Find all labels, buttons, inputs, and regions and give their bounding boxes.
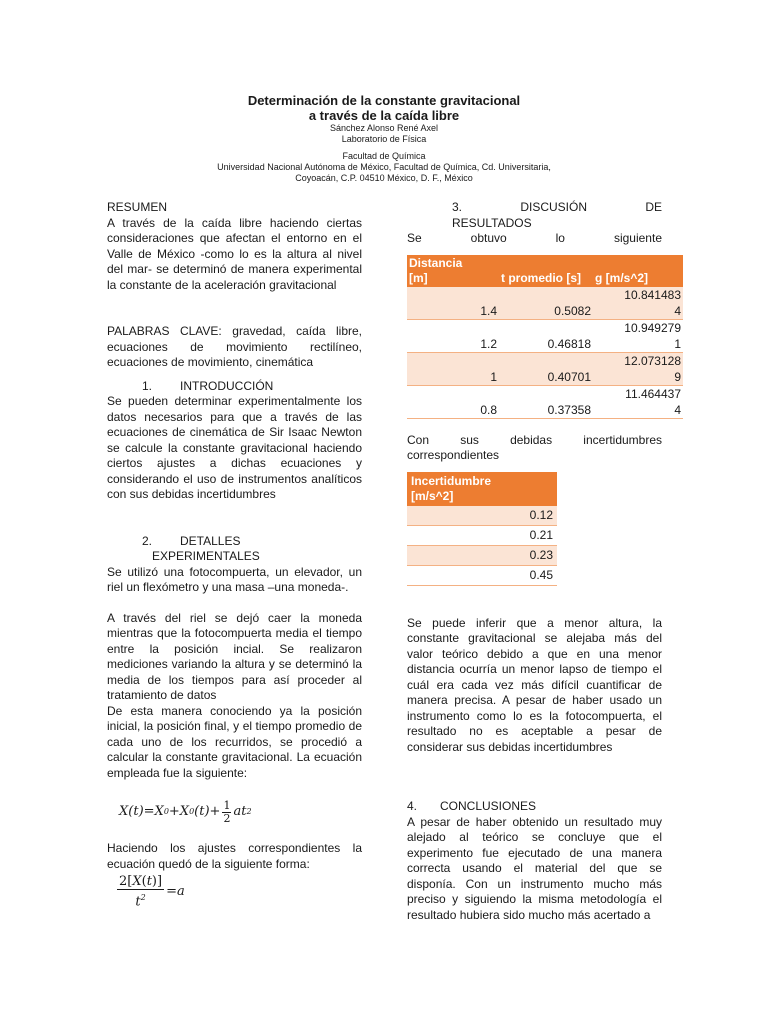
table-row [407,352,683,385]
cell-distance: 1.2 [407,319,499,352]
section-1-text: Se pueden determinar experimentalmente los datos necesarios para que a través de las ecuaciones de cinemática de Sir Isaac Newton se calcule la constante gravitacional haciendo ciertos ajustes a dichas ecuaciones y considerando el uso de instrumentos analíticos con sus debidas incertidumbres [107,394,362,501]
table-row [407,385,683,418]
cell-uncertainty: 0.21 [407,525,557,545]
cell-time: 0.37358 [499,385,593,418]
cell-gravity: 10.841483 4 [593,287,683,320]
section-2-heading [107,534,362,565]
uncertainty-table-header [407,472,557,506]
resumen-heading: RESUMEN [107,200,168,214]
conclusions-text: A pesar de haber obtenido un resultado muy alejado al teórico se concluye que el experimento fue ejecutado de una manera correcta usando el material del que se disponía. Con un instrumento mucho más preciso y siguiendo la misma metodología el resultado hubiera sido mucho más acertado a [407,814,662,922]
address: Coyoacán, C.P. 04510 México, D. F., México [295,173,473,183]
affiliation-block [0,151,768,184]
table-row [407,545,557,565]
table-row [407,506,557,526]
cell-time: 0.46818 [499,319,593,352]
header-time: t promedio [s] [499,255,593,287]
cell-time: 0.5082 [499,287,593,320]
results-table-header [407,255,683,287]
cell-uncertainty: 0.45 [407,565,557,585]
section-3-title-b: DE [645,200,662,214]
header-gravity: g [m/s^2] [593,255,683,287]
author-block [0,123,768,145]
section-4-title: CONCLUSIONES [440,799,537,813]
author-name: Sánchez Alonso René Axel [329,123,439,133]
table-row [407,287,683,320]
section-3-title-a: DISCUSIÓN [520,200,588,214]
section-2-para-4: Haciendo los ajustes correspondientes la ecuación quedó de la siguiente forma: [107,841,362,871]
section-2-para-3: De esta manera conociendo ya la posición inicial, la posición final, y el tiempo promedio de cada uno de los recurridos, se procedió a calcular la constante gravitacional. La ecuación empleada fue la siguiente: [107,703,362,780]
keywords: PALABRAS CLAVE: gravedad, caída libre, ecuaciones de movimiento rectilíneo, ecuaciones de movimiento, cinemática [107,324,362,369]
resumen-text: A través de la caída libre haciendo ciertas consideraciones que afectan el entorno en el Valle de México -como lo es la altura al nivel del mar- se determinó de manera experimental la constante de la aceleración gravitacional [107,215,362,292]
right-column [407,200,681,923]
uncertainty-table [407,472,557,586]
cell-gravity: 11.464437 4 [593,385,683,418]
section-2-title-2: EXPERIMENTALES [152,549,260,563]
cell-uncertainty: 0.23 [407,545,557,565]
section-2-para-2: A través del riel se dejó caer la moneda mientras que la fotocompuerta media el tiempo entre la posición incial. Se realizaron mediciones variando la altura y se determinó la media de los tiempos para así proceder al tratamiento de datos [107,610,362,702]
lab-name: Laboratorio de Física [341,134,427,144]
equation-1: X ( t )=X 0 +X 0 ( t )+ 1 2 a t 2 [119,798,252,825]
section-3-number: 3. [452,200,463,214]
section-3-title-c: RESULTADOS [452,215,532,230]
left-column [107,200,362,909]
table-row [407,565,557,585]
equation-2: $\frac{2[X(t)]}{t^2}$ =a [119,874,185,910]
section-4-number: 4. [407,799,418,813]
document-title [0,93,768,123]
title-line-1: Determinación de la constante gravitacional [247,93,521,108]
table-row [407,525,557,545]
section-1-heading [107,379,362,395]
section-3-heading [407,200,662,216]
title-line-2: a través de la caída libre [308,108,460,123]
section-2-number: 2. [141,533,152,548]
uncertainty-intro: Con sus debidas incertidumbres correspondientes [407,432,662,462]
table-row [407,319,683,352]
cell-gravity: 12.073128 9 [593,352,683,385]
cell-time: 0.40701 [499,352,593,385]
cell-uncertainty: 0.12 [407,506,557,526]
section-1-title: INTRODUCCIÓN [180,378,274,393]
cell-distance: 0.8 [407,385,499,418]
section-2-para-1: Se utilizó una fotocompuerta, un elevador, un riel un flexómetro y una masa –una moneda-. [107,564,362,594]
section-2-title-1: DETALLES [180,533,241,548]
cell-gravity: 10.949279 1 [593,319,683,352]
header-distance: Distancia [m] [407,255,499,287]
section-1-number: 1. [141,378,152,393]
cell-distance: 1 [407,352,499,385]
university-name: Universidad Nacional Autónoma de México, Facultad de Química, Cd. Universitaria, [217,162,551,172]
cell-distance: 1.4 [407,287,499,320]
section-4-heading [407,799,662,815]
discussion-text: Se puede inferir que a menor altura, la constante gravitacional se alejaba más del valor teórico debido a que en una menor distancia ocurría un menor lapso de tiempo el cuál era cada vez más difícil cuantificar de manera precisa. A pesar de haber usado un instrumento como lo es la fotocompuerta, el resultado no es aceptable a pesar de considerar sus debidas incertidumbres [407,615,662,754]
faculty-name: Facultad de Química [342,151,426,161]
results-table [407,255,683,419]
section-3-intro: Se obtuvo lo siguiente [407,231,662,245]
header-uncertainty: Incertidumbre [m/s^2] [407,472,557,506]
